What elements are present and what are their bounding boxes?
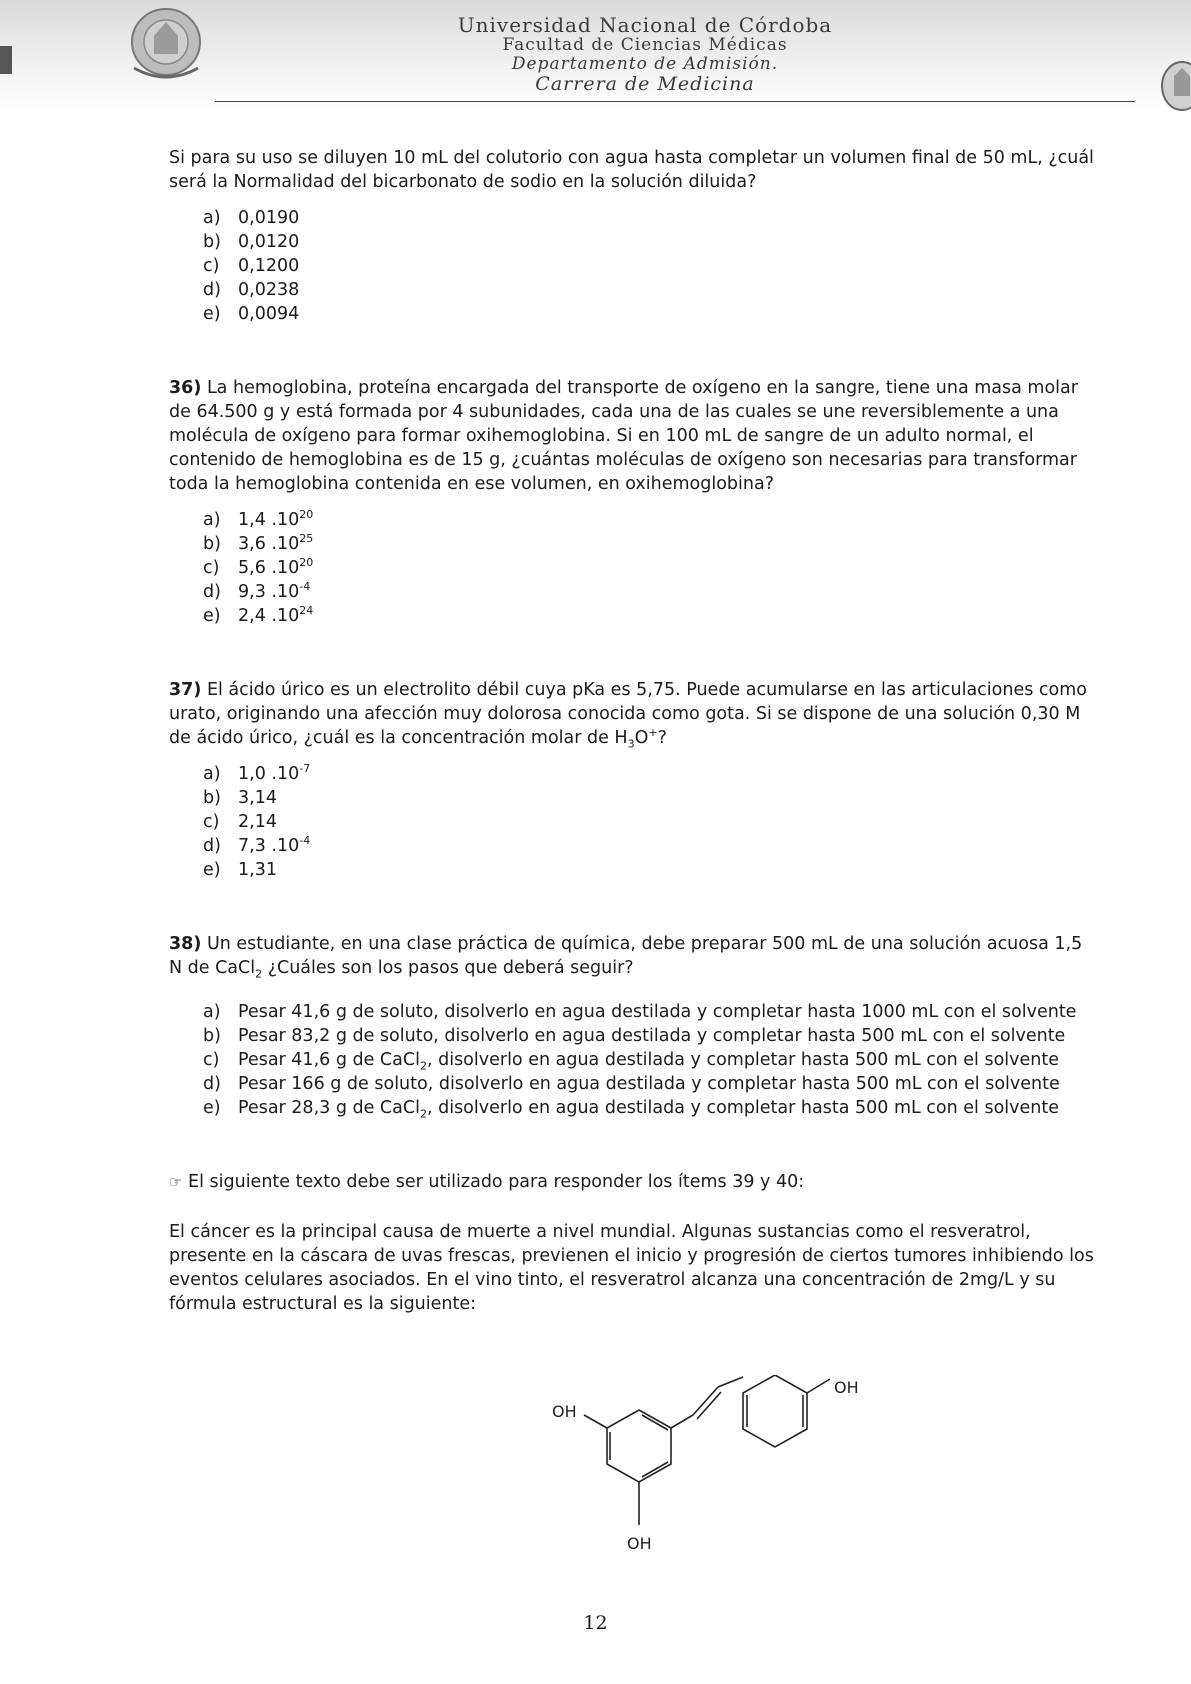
question-36-text: 36) La hemoglobina, proteína encargada del transporte de oxígeno en la sangre, tiene una masa molar de 64.500 g y está formada por 4 subunidades, cada una de las cuales se une reversiblemente a una molécula de oxígeno para formar oxihemoglobina. Si en 100 mL de sangre de un adulto normal, el contenido de hemoglobina es de 15 g, ¿cuántas moléculas de oxígeno son necesarias para transformar toda la hemoglobina contenida en ese volumen, en oxihemoglobina? [169,378,1078,494]
option-b: b) 0,0120 [203,232,300,252]
option-d: d) 7,3 $.10^{-4}$ [203,834,311,856]
option-a: a) 1,4 $.10^{20}$ [203,508,314,530]
option-c: c) 5,6 $.10^{20}$ [203,556,314,578]
university-seal-icon [128,6,204,86]
option-a: a) 1,0 $.10^{-7}$ [203,762,311,784]
question-37-text: 37) El ácido úrico es un electrolito débil cuya pKa es 5,75. Puede acumularse en las articulaciones como urato, originando una afección muy dolorosa conocida como gota. Si se dispone de una solución 0,30 M de ácido úrico, ¿cuál es la concentración molar de $H_3O^+$? [169,680,1087,751]
header-career: Carrera de Medicina [535,73,755,95]
items-note: ☞ El siguiente texto debe ser utilizado para responder los ítems 39 y 40: [169,1172,805,1192]
header-university: Universidad Nacional de Córdoba [457,13,833,37]
question-38-text: 38) Un estudiante, en una clase práctica de química, debe preparar 500 mL de una solución acuosa 1,5 N de CaCl$_2$ ¿Cuáles son los pasos que deberá seguir? [169,934,1083,981]
option-d: d) Pesar 166 g de soluto, disolverlo en agua destilada y completar hasta 500 mL con el solvente [203,1074,1060,1094]
option-d: d) 9,3 $.10^{-4}$ [203,580,311,602]
vinyl-bond-3 [718,1377,743,1387]
vinyl-bond-2 [693,1387,718,1415]
page-number: 12 [583,1612,608,1634]
header-divider [215,101,1135,102]
benzene-ring-left [607,1410,671,1482]
option-a: a) 0,0190 [203,208,300,228]
question-38-options [169,1000,1099,1120]
question-35-options [169,206,1099,326]
option-a: a) Pesar 41,6 g de soluto, disolverlo en agua destilada y completar hasta 1000 mL con el solvente [203,1002,1077,1022]
header-faculty: Facultad de Ciencias Médicas [502,35,788,55]
option-b: b) 3,14 [203,788,277,808]
oh-bond-left [584,1415,607,1428]
institution-header [380,14,910,95]
resveratrol-structure [540,1375,880,1575]
oh-bond-right [807,1379,830,1393]
oh-label-left: OH [552,1402,577,1421]
question-35-text: Si para su uso se diluyen 10 mL del colutorio con agua hasta completar un volumen final de 50 mL, ¿cuál será la Normalidad del bicarbonato de sodio en la solución diluida? [169,148,1094,192]
option-d: d) 0,0238 [203,280,300,300]
pointing-hand-icon: ☞ [169,1173,183,1191]
header-department: Departamento de Admisión. [511,54,779,74]
scan-edge-mark [0,46,12,74]
option-c: c) 2,14 [203,812,277,832]
option-c: c) Pesar 41,6 g de CaCl$_2$, disolverlo en agua destilada y completar hasta 500 mL con el solvente [203,1050,1060,1073]
vinyl-bond-1 [671,1415,693,1428]
question-37-options [169,762,1099,882]
option-c: c) 0,1200 [203,256,300,276]
option-e: e) Pesar 28,3 g de CaCl$_2$, disolverlo en agua destilada y completar hasta 500 mL con el solvente [203,1098,1060,1121]
option-b: b) 3,6 $.10^{25}$ [203,532,314,554]
option-e: e) 0,0094 [203,304,300,324]
option-e: e) 2,4 $.10^{24}$ [203,604,314,626]
benzene-ring-right [743,1375,807,1447]
oh-label-right: OH [834,1378,859,1397]
faculty-seal-icon [1158,58,1191,114]
question-36-options [169,508,1099,628]
exam-content [169,146,1099,1316]
option-b: b) Pesar 83,2 g de soluto, disolverlo en agua destilada y completar hasta 500 mL con el solvente [203,1026,1066,1046]
oh-label-bottom: OH [627,1534,652,1553]
resveratrol-passage: El cáncer es la principal causa de muerte a nivel mundial. Algunas sustancias como el resveratrol, presente en la cáscara de uvas frescas, previenen el inicio y progresión de ciertos tumores inhibiendo los eventos celulares asociados. En el vino tinto, el resveratrol alcanza una concentración de 2mg/L y su fórmula estructural es la siguiente: [169,1222,1094,1314]
option-e: e) 1,31 [203,860,277,880]
